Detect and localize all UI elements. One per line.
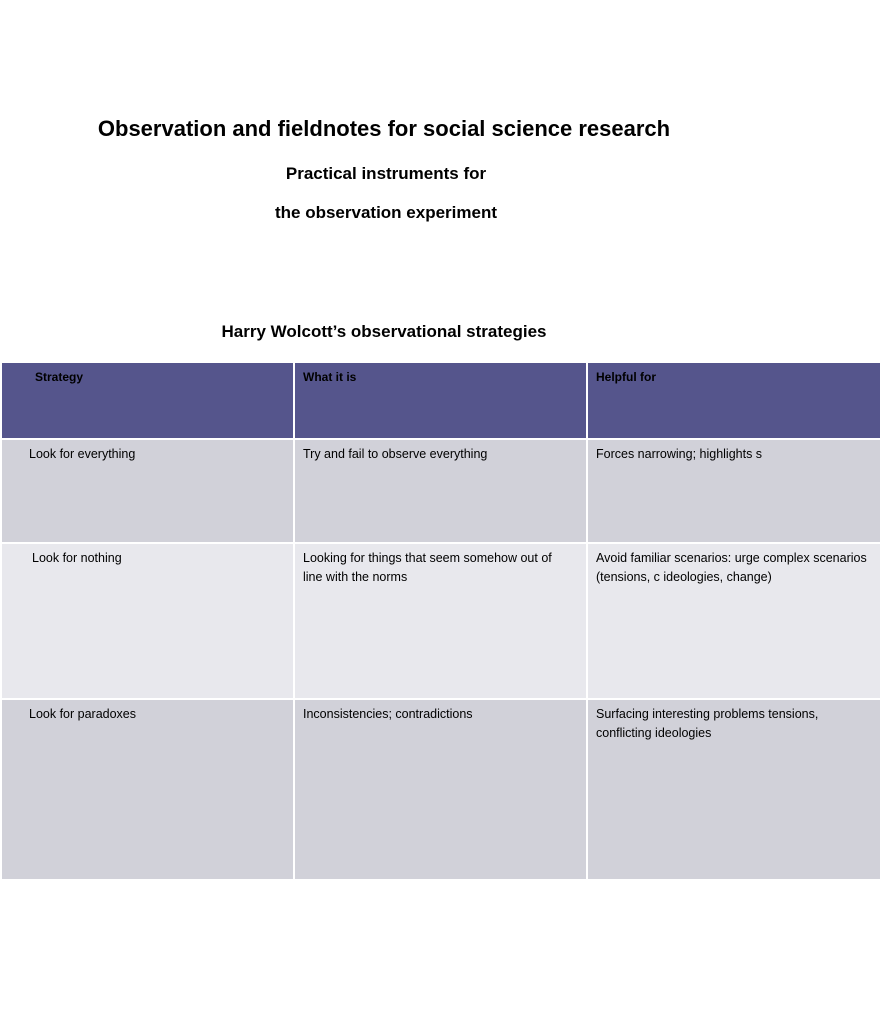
column-header-helpful-for: Helpful for (587, 362, 881, 439)
table-header-row (1, 362, 881, 439)
strategy-cell: Look for nothing (1, 543, 294, 699)
helpful-for-cell: Forces narrowing; highlights s (587, 439, 881, 543)
strategy-cell: Look for everything (1, 439, 294, 543)
what-it-is-cell: Try and fail to observe everything (294, 439, 587, 543)
document-title: Observation and fieldnotes for social science research (97, 116, 671, 141)
document-subtitle-line-2: the observation experiment (274, 203, 497, 222)
strategy-cell: Look for paradoxes (1, 699, 294, 880)
strategies-table-container (0, 361, 867, 856)
helpful-for-cell: Surfacing interesting problems tensions, conflicting ideologies (587, 699, 881, 880)
table-heading: Harry Wolcott’s observational strategies (221, 322, 547, 341)
table-row (1, 699, 881, 880)
column-header-strategy: Strategy (1, 362, 294, 439)
helpful-for-cell: Avoid familiar scenarios: urge complex scenarios (tensions, c ideologies, change) (587, 543, 881, 699)
document-subtitle-line-1: Practical instruments for (285, 164, 487, 183)
table-row (1, 439, 881, 543)
what-it-is-cell: Inconsistencies; contradictions (294, 699, 587, 880)
strategies-table (0, 361, 882, 881)
column-header-what-it-is: What it is (294, 362, 587, 439)
table-row (1, 543, 881, 699)
what-it-is-cell: Looking for things that seem somehow out of line with the norms (294, 543, 587, 699)
